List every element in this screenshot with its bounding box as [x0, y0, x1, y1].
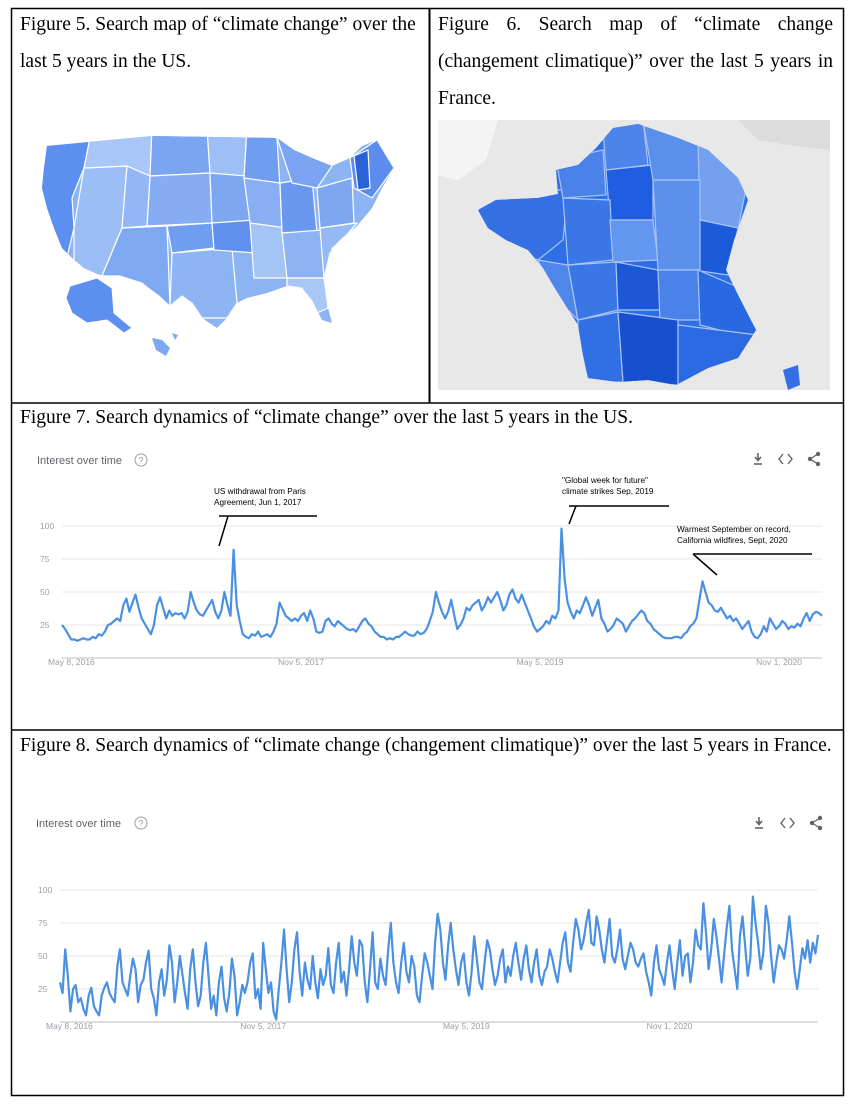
download-icon[interactable]	[754, 453, 762, 464]
x-tick-label: May 5, 2019	[442, 1021, 490, 1031]
annotation-strikes: "Global week for future" climate strikes Sep, 2019	[562, 476, 654, 496]
y-tick-label: 100	[38, 885, 53, 895]
widget-title: Interest over time	[36, 818, 121, 830]
x-tick-label: Nov 1, 2020	[646, 1021, 693, 1031]
us-interest-over-time-chart	[12, 438, 844, 713]
widget-title: Interest over time	[37, 455, 122, 467]
x-tick-label: May 8, 2016	[46, 1021, 93, 1031]
us-search-map	[32, 128, 412, 373]
y-tick-label: 25	[38, 984, 48, 994]
y-tick-label: 50	[40, 587, 50, 597]
x-tick-label: May 8, 2016	[48, 657, 95, 667]
x-tick-label: Nov 5, 2017	[278, 657, 324, 667]
share-icon[interactable]	[808, 452, 820, 466]
svg-text:?: ?	[138, 455, 144, 466]
help-question-icon[interactable]	[135, 454, 147, 466]
france-interest-over-time-chart	[12, 800, 844, 1050]
x-tick-label: Nov 5, 2017	[240, 1021, 287, 1031]
series-line	[60, 897, 818, 1020]
share-icon[interactable]	[810, 816, 822, 830]
y-tick-label: 75	[40, 554, 50, 564]
x-tick-label: May 5, 2019	[516, 657, 564, 667]
y-tick-label: 50	[38, 951, 48, 961]
download-icon[interactable]	[755, 817, 763, 828]
figure-6-caption: Figure 6. Search map of “climate change (changement climatique)” over the last 5 years in France.	[438, 14, 833, 109]
france-search-map	[438, 120, 830, 390]
annotation-leader-wildfires	[693, 554, 717, 575]
annotation-leader-paris	[219, 516, 228, 546]
figure-8-caption: Figure 8. Search dynamics of “climate change (changement climatique)” over the last 5 years in France.	[20, 735, 832, 756]
svg-text:?: ?	[138, 818, 144, 829]
figure-5-caption: Figure 5. Search map of “climate change” over the last 5 years in the US.	[20, 14, 416, 72]
embed-code-icon[interactable]	[779, 454, 792, 464]
series-line	[62, 529, 822, 641]
embed-code-icon[interactable]	[781, 818, 794, 828]
y-tick-label: 100	[40, 521, 55, 531]
figure-7-caption: Figure 7. Search dynamics of “climate change” over the last 5 years in the US.	[20, 407, 633, 428]
y-tick-label: 75	[38, 918, 48, 928]
annotation-wildfires: Warmest September on record, California wildfires, Sept, 2020	[677, 525, 791, 545]
annotation-paris: US withdrawal from Paris Agreement, Jun 1, 2017	[214, 487, 306, 507]
annotation-leader-strikes	[569, 506, 576, 524]
y-tick-label: 25	[40, 620, 50, 630]
help-question-icon[interactable]	[135, 817, 147, 829]
x-tick-label: Nov 1, 2020	[756, 657, 803, 667]
